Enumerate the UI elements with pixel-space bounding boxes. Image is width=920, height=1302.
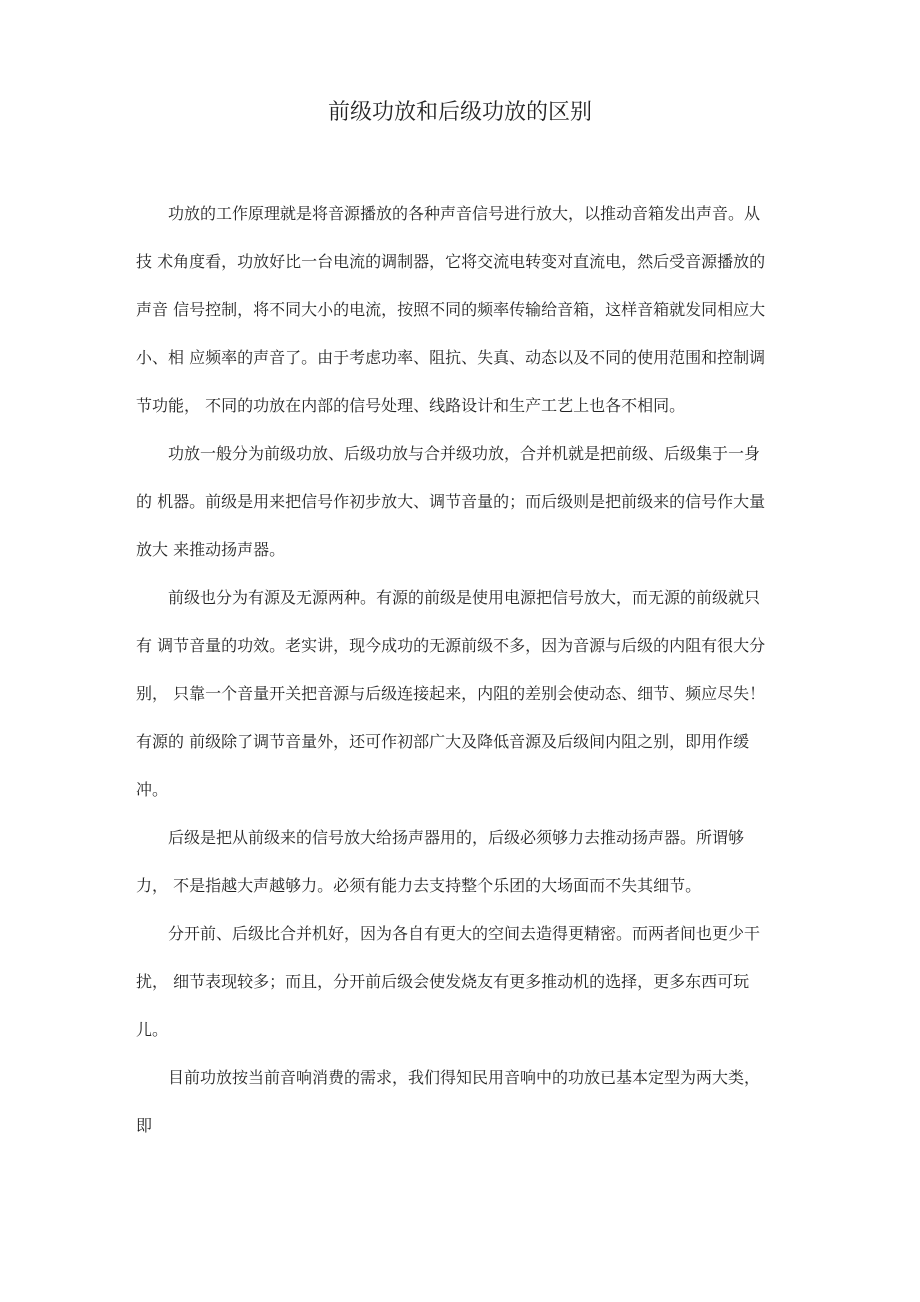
paragraph-line: 扰， 细节表现较多；而且，分开前后级会使发烧友有更多推动机的选择，更多东西可玩 bbox=[136, 972, 750, 991]
paragraph-line: 冲。 bbox=[136, 780, 169, 799]
paragraph-line: 有 调节音量的功效。老实讲，现今成功的无源前级不多，因为音源与后级的内阻有很大分 bbox=[136, 636, 766, 655]
paragraph-line: 分开前、后级比合并机好，因为各自有更大的空间去造得更精密。而两者间也更少干 bbox=[168, 924, 761, 943]
paragraph-line: 目前功放按当前音响消费的需求，我们得知民用音响中的功放已基本定型为两大类， bbox=[168, 1068, 761, 1087]
paragraph-line: 小、相 应频率的声音了。由于考虑功率、阻抗、失真、动态以及不同的使用范围和控制调 bbox=[136, 348, 766, 367]
paragraph-line: 声音 信号控制，将不同大小的电流，按照不同的频率传输给音箱，这样音箱就发同相应大 bbox=[136, 300, 766, 319]
paragraph-line: 前级也分为有源及无源两种。有源的前级是使用电源把信号放大，而无源的前级就只 bbox=[168, 588, 761, 607]
paragraph-line: 别， 只靠一个音量开关把音源与后级连接起来，内阻的差别会使动态、细节、频应尽失！ bbox=[136, 684, 766, 703]
paragraph-line: 儿。 bbox=[136, 1020, 169, 1039]
paragraph-line: 功放的工作原理就是将音源播放的各种声音信号进行放大，以推动音箱发出声音。从 bbox=[168, 204, 761, 223]
paragraph-line: 的 机器。前级是用来把信号作初步放大、调节音量的；而后级则是把前级来的信号作大量 bbox=[136, 492, 766, 511]
paragraph-line: 力， 不是指越大声越够力。必须有能力去支持整个乐团的大场面而不失其细节。 bbox=[136, 876, 702, 895]
paragraph-line: 有源的 前级除了调节音量外，还可作初部广大及降低音源及后级间内阻之别，即用作缓 bbox=[136, 732, 750, 751]
paragraph-line: 技 术角度看，功放好比一台电流的调制器，它将交流电转变对直流电，然后受音源播放的 bbox=[136, 252, 766, 271]
paragraph-line: 后级是把从前级来的信号放大给扬声器用的，后级必须够力去推动扬声器。所谓够 bbox=[168, 828, 745, 847]
document-title: 前级功放和后级功放的区别 bbox=[327, 100, 592, 125]
paragraph-line: 节功能， 不同的功放在内部的信号处理、线路设计和生产工艺上也各不相同。 bbox=[136, 396, 686, 415]
paragraph-line: 即 bbox=[136, 1116, 153, 1135]
paragraph-line: 放大 来推动扬声器。 bbox=[136, 540, 286, 559]
paragraph-line: 功放一般分为前级功放、后级功放与合并级功放，合并机就是把前级、后级集于一身 bbox=[168, 444, 761, 463]
